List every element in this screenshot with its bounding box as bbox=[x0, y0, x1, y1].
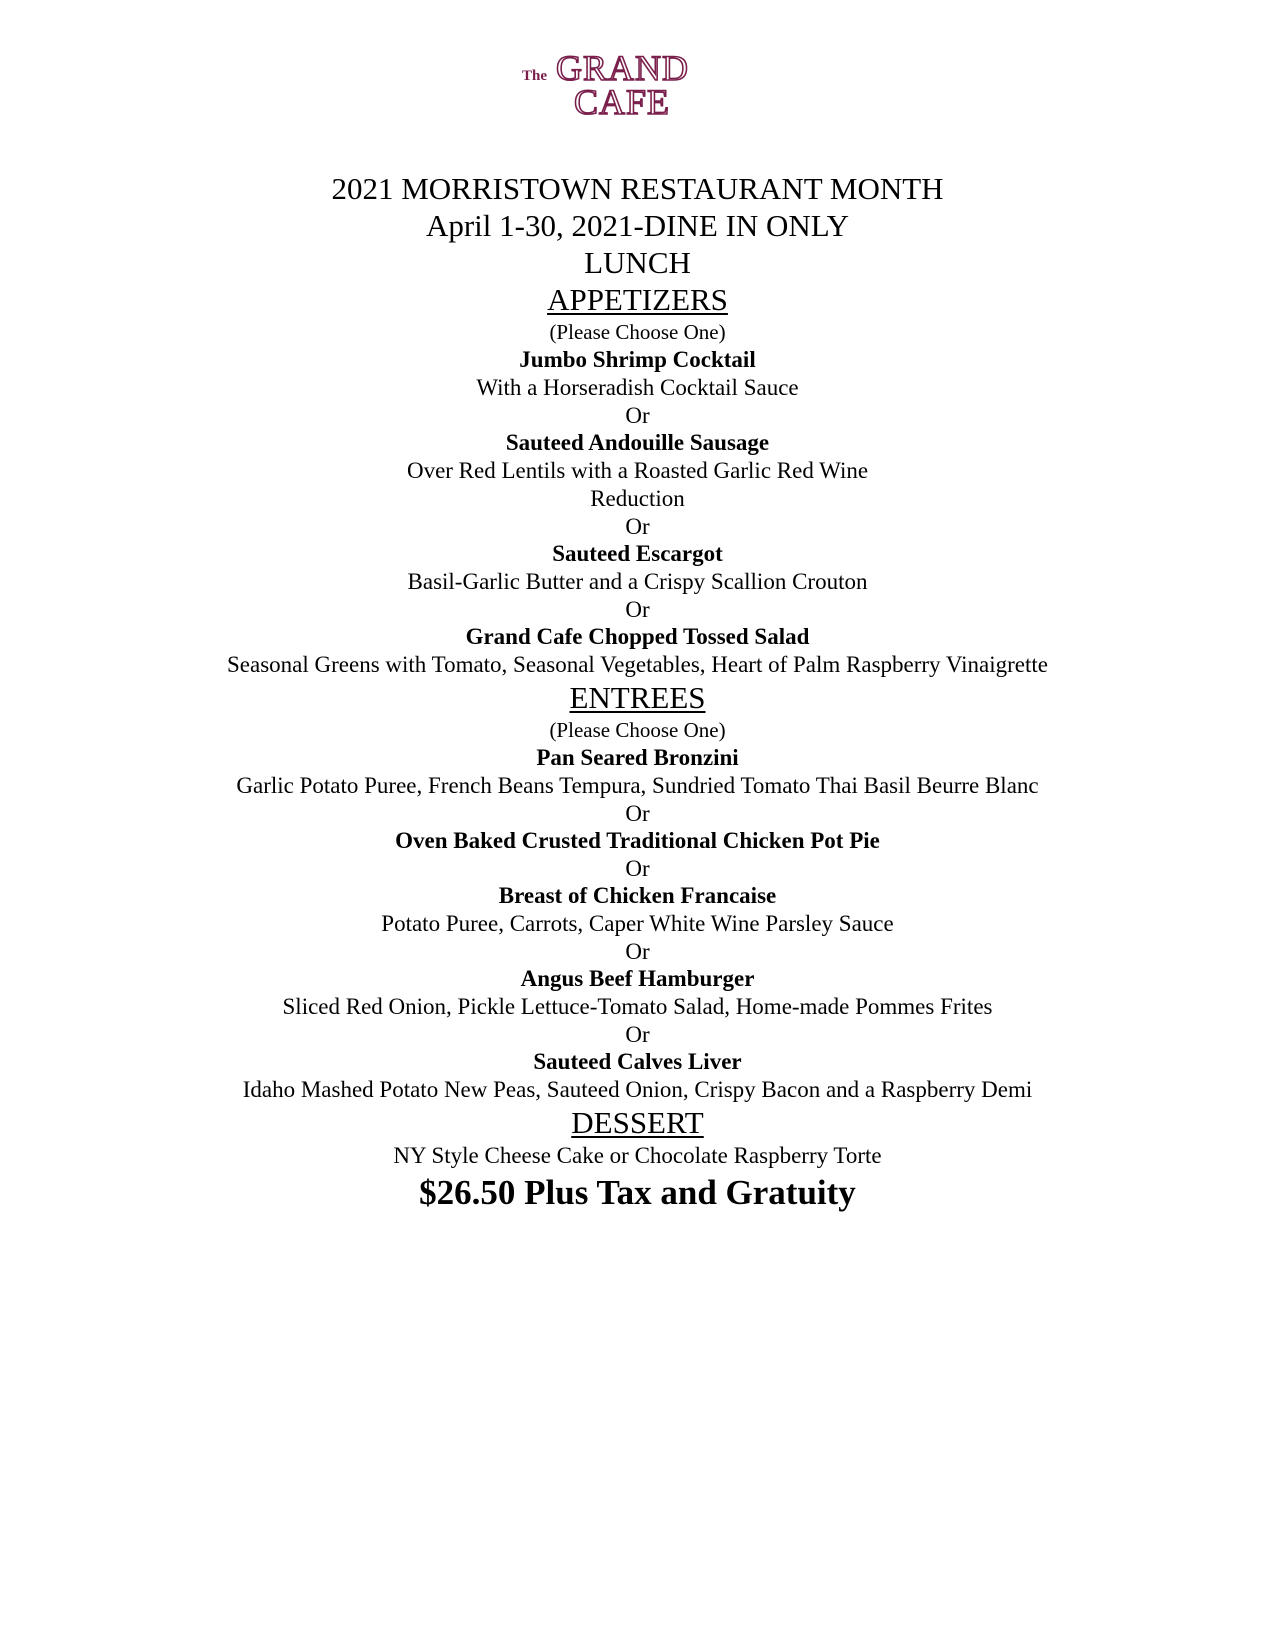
entrees-heading: ENTREES bbox=[569, 680, 706, 715]
or-separator: Or bbox=[625, 939, 650, 964]
or-separator: Or bbox=[625, 1022, 650, 1047]
appetizers-heading: APPETIZERS bbox=[547, 282, 728, 317]
appetizer-desc: With a Horseradish Cocktail Sauce bbox=[476, 375, 799, 400]
event-dates: April 1-30, 2021-DINE IN ONLY bbox=[425, 208, 850, 243]
appetizer-desc-continued: Reduction bbox=[590, 486, 685, 511]
or-separator: Or bbox=[625, 514, 650, 539]
dessert-desc: NY Style Cheese Cake or Chocolate Raspberry Torte bbox=[393, 1143, 882, 1168]
meal-label: LUNCH bbox=[584, 245, 691, 280]
entree-desc: Garlic Potato Puree, French Beans Tempura, Sundried Tomato Thai Basil Beurre Blanc bbox=[236, 773, 1039, 798]
or-separator: Or bbox=[625, 597, 650, 622]
appetizer-name: Sauteed Escargot bbox=[552, 541, 723, 566]
appetizer-desc: Basil-Garlic Butter and a Crispy Scallion Crouton bbox=[407, 569, 868, 594]
entree-name: Angus Beef Hamburger bbox=[520, 966, 755, 991]
entrees-note: (Please Choose One) bbox=[549, 718, 726, 742]
or-separator: Or bbox=[625, 856, 650, 881]
menu-content bbox=[0, 170, 1275, 1214]
entree-name: Sauteed Calves Liver bbox=[533, 1049, 742, 1074]
appetizer-desc: Seasonal Greens with Tomato, Seasonal Vegetables, Heart of Palm Raspberry Vinaigrette bbox=[227, 652, 1048, 677]
or-separator: Or bbox=[625, 403, 650, 428]
entree-desc: Potato Puree, Carrots, Caper White Wine Parsley Sauce bbox=[381, 911, 894, 936]
entree-name: Oven Baked Crusted Traditional Chicken Pot Pie bbox=[395, 828, 880, 853]
svg-text:The: The bbox=[522, 68, 548, 84]
appetizer-name: Grand Cafe Chopped Tossed Salad bbox=[465, 624, 810, 649]
entree-desc: Idaho Mashed Potato New Peas, Sauteed Onion, Crispy Bacon and a Raspberry Demi bbox=[242, 1077, 1033, 1102]
grand-cafe-logo bbox=[520, 44, 720, 124]
appetizer-name: Sauteed Andouille Sausage bbox=[505, 430, 770, 455]
appetizer-desc: Over Red Lentils with a Roasted Garlic Red Wine bbox=[406, 458, 869, 483]
event-title: 2021 MORRISTOWN RESTAURANT MONTH bbox=[331, 171, 944, 206]
appetizer-name: Jumbo Shrimp Cocktail bbox=[519, 347, 756, 372]
entree-desc: Sliced Red Onion, Pickle Lettuce-Tomato Salad, Home-made Pommes Frites bbox=[282, 994, 993, 1019]
appetizers-note: (Please Choose One) bbox=[549, 320, 726, 344]
entree-name: Pan Seared Bronzini bbox=[536, 745, 739, 770]
svg-text:CAFE: CAFE bbox=[574, 82, 671, 122]
svg-text:GRAND: GRAND bbox=[556, 48, 690, 88]
or-separator: Or bbox=[625, 801, 650, 826]
price-line: $26.50 Plus Tax and Gratuity bbox=[419, 1173, 856, 1212]
entree-name: Breast of Chicken Francaise bbox=[498, 883, 777, 908]
dessert-heading: DESSERT bbox=[571, 1105, 704, 1140]
